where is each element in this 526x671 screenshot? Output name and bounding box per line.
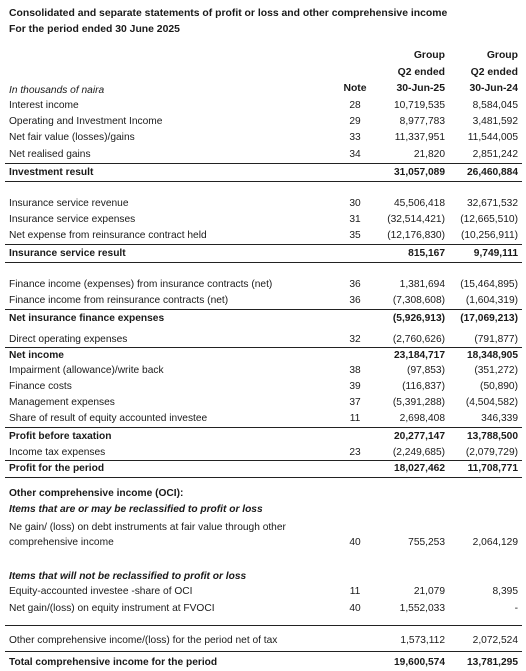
row-value-2025: 45,506,418 [394, 198, 445, 209]
table-row [0, 634, 526, 647]
row-note: 23 [349, 447, 361, 458]
row-label: Profit before taxation [9, 431, 112, 442]
row-label: Net fair value (losses)/gains [9, 132, 135, 143]
row-value-2025: 8,977,783 [399, 116, 445, 127]
row-value-2024: (351,272) [474, 365, 518, 376]
oci-subheading-reclassified: Items that are or may be reclassified to profit or loss [9, 504, 263, 515]
table-row [0, 148, 526, 161]
row-value-2025: (7,308,608) [392, 295, 445, 306]
divider [5, 477, 522, 478]
row-note: 29 [349, 116, 361, 127]
row-label: Other comprehensive income/(loss) for the period net of tax [9, 635, 278, 646]
row-value-2024: - [514, 603, 518, 614]
row-label: Net expense from reinsurance contract held [9, 230, 207, 241]
total-row [0, 656, 526, 669]
row-value-2024: 11,708,771 [467, 463, 518, 474]
row-value-2025: 1,552,033 [399, 603, 445, 614]
table-row [0, 294, 526, 307]
table-row [0, 197, 526, 210]
row-label: Net realised gains [9, 149, 91, 160]
row-value-2024: (10,256,911) [460, 230, 518, 241]
divider [5, 262, 522, 263]
row-label: Interest income [9, 100, 79, 111]
row-note: 32 [349, 334, 361, 345]
row-note: 36 [349, 295, 361, 306]
row-value-2025: (32,514,421) [387, 214, 445, 225]
row-value-2024: 26,460,884 [467, 167, 518, 178]
table-row [0, 446, 526, 459]
row-label: Finance income (expenses) from insurance contracts (net) [9, 279, 273, 290]
row-value-2024: 346,339 [481, 413, 518, 424]
table-row [0, 536, 526, 549]
subtotal-row [0, 312, 526, 325]
divider [5, 163, 522, 164]
row-label: comprehensive income [9, 537, 114, 548]
table-row [0, 115, 526, 128]
row-value-2025: (97,853) [407, 365, 445, 376]
row-label: Finance income from reinsurance contracts (net) [9, 295, 229, 306]
row-value-2024: (15,464,895) [460, 279, 518, 290]
column-header-col1-line1: Group [413, 50, 445, 61]
row-note: 34 [349, 149, 361, 160]
row-note: 40 [349, 537, 361, 548]
row-value-2024: 3,481,592 [472, 116, 518, 127]
row-label: Profit for the period [9, 463, 105, 474]
row-value-2025: 11,337,951 [394, 132, 445, 143]
row-note: 40 [349, 603, 361, 614]
row-label: Total comprehensive income for the period [9, 657, 218, 668]
row-value-2024: 11,544,005 [467, 132, 518, 143]
row-value-2025: 23,184,717 [394, 350, 445, 361]
row-label: Net insurance finance expenses [9, 313, 165, 324]
row-label: Investment result [9, 167, 94, 178]
row-label: Insurance service revenue [9, 198, 129, 209]
divider [5, 625, 522, 626]
table-row [0, 278, 526, 291]
row-value-2024: (791,877) [474, 334, 518, 345]
statement-period: For the period ended 30 June 2025 [9, 24, 180, 35]
statement-title: Consolidated and separate statements of profit or loss and other comprehensive income [9, 8, 448, 19]
row-value-2025: (5,391,288) [392, 397, 445, 408]
row-label: Finance costs [9, 381, 72, 392]
row-value-2025: 1,573,112 [400, 635, 445, 646]
row-note: 30 [349, 198, 361, 209]
row-label: Operating and Investment Income [9, 116, 163, 127]
row-value-2024: 2,064,129 [472, 537, 518, 548]
divider [5, 347, 522, 348]
row-note: 38 [349, 365, 361, 376]
units-label: In thousands of naira [9, 85, 105, 96]
row-label: Direct operating expenses [9, 334, 128, 345]
row-note: 36 [349, 279, 361, 290]
table-row [0, 602, 526, 615]
row-value-2024: 13,781,295 [467, 657, 518, 668]
table-row [0, 412, 526, 425]
table-row [0, 380, 526, 393]
row-value-2024: (4,504,582) [465, 397, 518, 408]
row-note: 35 [349, 230, 361, 241]
row-note: 33 [349, 132, 361, 143]
row-value-2025: (116,837) [402, 381, 445, 392]
table-row [0, 229, 526, 242]
row-value-2025: (5,926,913) [392, 313, 445, 324]
row-value-2024: (1,604,319) [465, 295, 518, 306]
column-header-col2-line2: Q2 ended [470, 67, 518, 78]
row-value-2025: 815,167 [408, 248, 445, 259]
row-label: Net income [9, 350, 64, 361]
oci-subheading-not-reclassified: Items that will not be reclassified to profit or loss [9, 571, 247, 582]
row-value-2024: 9,749,111 [473, 248, 518, 259]
row-value-2024: (12,665,510) [460, 214, 518, 225]
row-value-2025: 18,027,462 [394, 463, 445, 474]
row-note: 31 [349, 214, 361, 225]
row-value-2025: 755,253 [408, 537, 445, 548]
row-value-2024: (2,079,729) [465, 447, 518, 458]
row-value-2024: 18,348,905 [467, 350, 518, 361]
row-value-2025: 19,600,574 [394, 657, 445, 668]
oci-heading: Other comprehensive income (OCI): [9, 488, 184, 499]
table-row [0, 333, 526, 346]
row-label: Management expenses [9, 397, 115, 408]
row-value-2024: 13,788,500 [467, 431, 518, 442]
row-value-2024: (17,069,213) [460, 313, 518, 324]
row-value-2025: 2,698,408 [399, 413, 445, 424]
row-value-2025: 21,820 [413, 149, 445, 160]
divider [5, 244, 522, 245]
row-note: 11 [349, 413, 361, 424]
row-note: 37 [349, 397, 361, 408]
divider [5, 427, 522, 428]
divider [5, 181, 522, 182]
divider [5, 309, 522, 310]
table-row [0, 131, 526, 144]
column-header-col1-line2: Q2 ended [397, 67, 445, 78]
subtotal-row [0, 430, 526, 443]
divider [5, 460, 522, 461]
subtotal-row [0, 462, 526, 475]
row-value-2025: (2,760,626) [392, 334, 445, 345]
column-header-col1-line3: 30-Jun-25 [396, 83, 445, 94]
row-label: Net gain/(loss) on equity instrument at FVOCI [9, 603, 215, 614]
table-row [0, 99, 526, 112]
note-header: Note [343, 83, 367, 94]
row-value-2024: 2,851,242 [472, 149, 518, 160]
row-value-2025: 1,381,694 [399, 279, 445, 290]
row-label: Insurance service result [9, 248, 126, 259]
row-label: Income tax expenses [9, 447, 106, 458]
subtotal-row [0, 349, 526, 362]
subtotal-row [0, 247, 526, 260]
row-value-2025: (2,249,685) [392, 447, 445, 458]
row-value-2025: 21,079 [413, 586, 445, 597]
subtotal-row [0, 166, 526, 179]
row-label: Impairment (allowance)/write back [9, 365, 164, 376]
row-value-2025: 31,057,089 [394, 167, 445, 178]
row-value-2024: 8,395 [492, 586, 518, 597]
table-row [0, 364, 526, 377]
column-header-col2-line1: Group [486, 50, 518, 61]
row-value-2025: 20,277,147 [394, 431, 445, 442]
row-value-2024: (50,890) [480, 381, 518, 392]
oci-debt-label-line1: Ne gain/ (loss) on debt instruments at fair value through other [9, 522, 286, 533]
row-note: 39 [349, 381, 361, 392]
row-value-2024: 32,671,532 [467, 198, 518, 209]
divider [5, 651, 522, 652]
row-value-2025: 10,719,535 [394, 100, 445, 111]
column-header-col2-line3: 30-Jun-24 [469, 83, 518, 94]
row-value-2024: 2,072,524 [472, 635, 518, 646]
row-note: 11 [349, 586, 361, 597]
row-value-2024: 8,584,045 [472, 100, 518, 111]
table-row [0, 396, 526, 409]
table-row [0, 585, 526, 598]
row-value-2025: (12,176,830) [387, 230, 445, 241]
row-label: Insurance service expenses [9, 214, 136, 225]
row-label: Equity-accounted investee -share of OCI [9, 586, 193, 597]
row-note: 28 [349, 100, 361, 111]
table-row [0, 213, 526, 226]
row-label: Share of result of equity accounted investee [9, 413, 208, 424]
